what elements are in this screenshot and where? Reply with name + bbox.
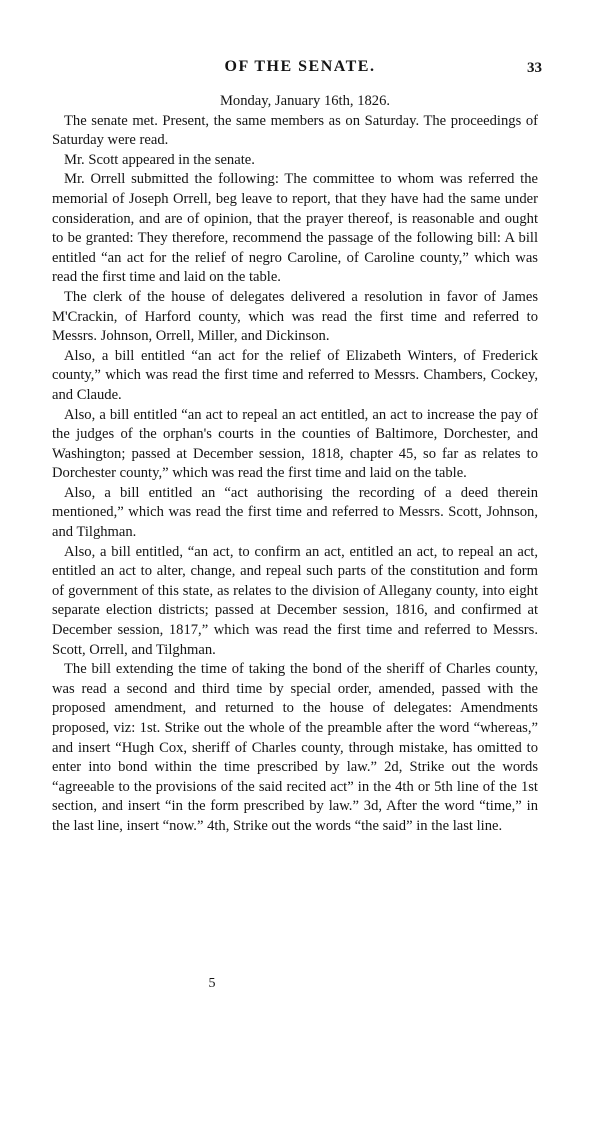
paragraph-mcrackin-resolution: The clerk of the house of delegates delivered a resolution in favor of James M'Crackin, of Harford county, which was read the first time and referred to Messrs. Johnson, Orrell, Miller, and Dickinson. [52,288,538,345]
signature-number: 5 [208,976,216,991]
paragraph-orphans-courts-bill: Also, a bill entitled “an act to repeal an act entitled, an act to increase the pay of the judges of the orphan's courts in the counties of Baltimore, Dorchester, and Washington; passed at December session, 1818, chapter 45, so far as relates to Dorchester county,” which was read the first time and laid on the table. [52,406,538,482]
page-title: OF THE SENATE. [224,58,376,75]
running-head [0,58,600,82]
session-date: Monday, January 16th, 1826. [219,93,391,109]
journal-text [52,92,538,837]
paragraph-scott-appeared: Mr. Scott appeared in the senate. [64,151,255,168]
paragraph-deed-recording-bill: Also, a bill entitled an “act authorising the recording of a deed therein mentioned,” which was read the first time and referred to Messrs. Scott, Johnson, and Tilghman. [52,484,538,541]
paragraph-charles-county-sheriff-bill: The bill extending the time of taking the bond of the sheriff of Charles county, was read a second and third time by special order, amended, passed with the proposed amendment, and returned to the house of delegates: Amendments proposed, viz: 1st. Strike out the whole of the preamble after the word “whereas,” and insert “Hugh Cox, sheriff of Charles county, through mistake, has omitted to enter into bond within the time prescribed by law.” 2d, Strike out the words “agreeable to the provisions of the said recited act” in the 4th or 5th line of the 1st section, and insert “in the form prescribed by law.” 3d, After the word “time,” in the last line, insert “now.” 4th, Strike out the words “the said” in the last line. [52,661,538,834]
paragraph-winters-bill: Also, a bill entitled “an act for the relief of Elizabeth Winters, of Frederick county,” which was read the first time and referred to Messrs. Chambers, Cockey, and Claude. [52,347,538,403]
signature-mark [0,976,600,992]
page-number: 33 [527,60,542,76]
paragraph-orrell-committee-report: Mr. Orrell submitted the following: The committee to whom was referred the memorial of Joseph Orrell, beg leave to report, that they have had the same under consideration, and are of opinion, that the prayer thereof, is reasonable and ought to be granted: They therefore, recommend the passage of the following bill: A bill entitled “an act for the relief of negro Caroline, of Caroline county,” which was read the first time and laid on the table. [52,171,538,286]
paragraph-allegany-districts-bill: Also, a bill entitled, “an act, to confirm an act, entitled an act, to repeal an act, entitled an act to alter, change, and repeal such parts of the constitution and form of government of this state, as relates to the division of Allegany county, into eight separate election districts; passed at December session, 1816, and confirmed at December session, 1817,” which was read the first time and referred to Messrs. Scott, Orrell, and Tilghman. [52,543,538,658]
session-date-heading [52,92,538,112]
paragraph-senate-met: The senate met. Present, the same members as on Saturday. The proceedings of Saturday were read. [52,112,538,149]
